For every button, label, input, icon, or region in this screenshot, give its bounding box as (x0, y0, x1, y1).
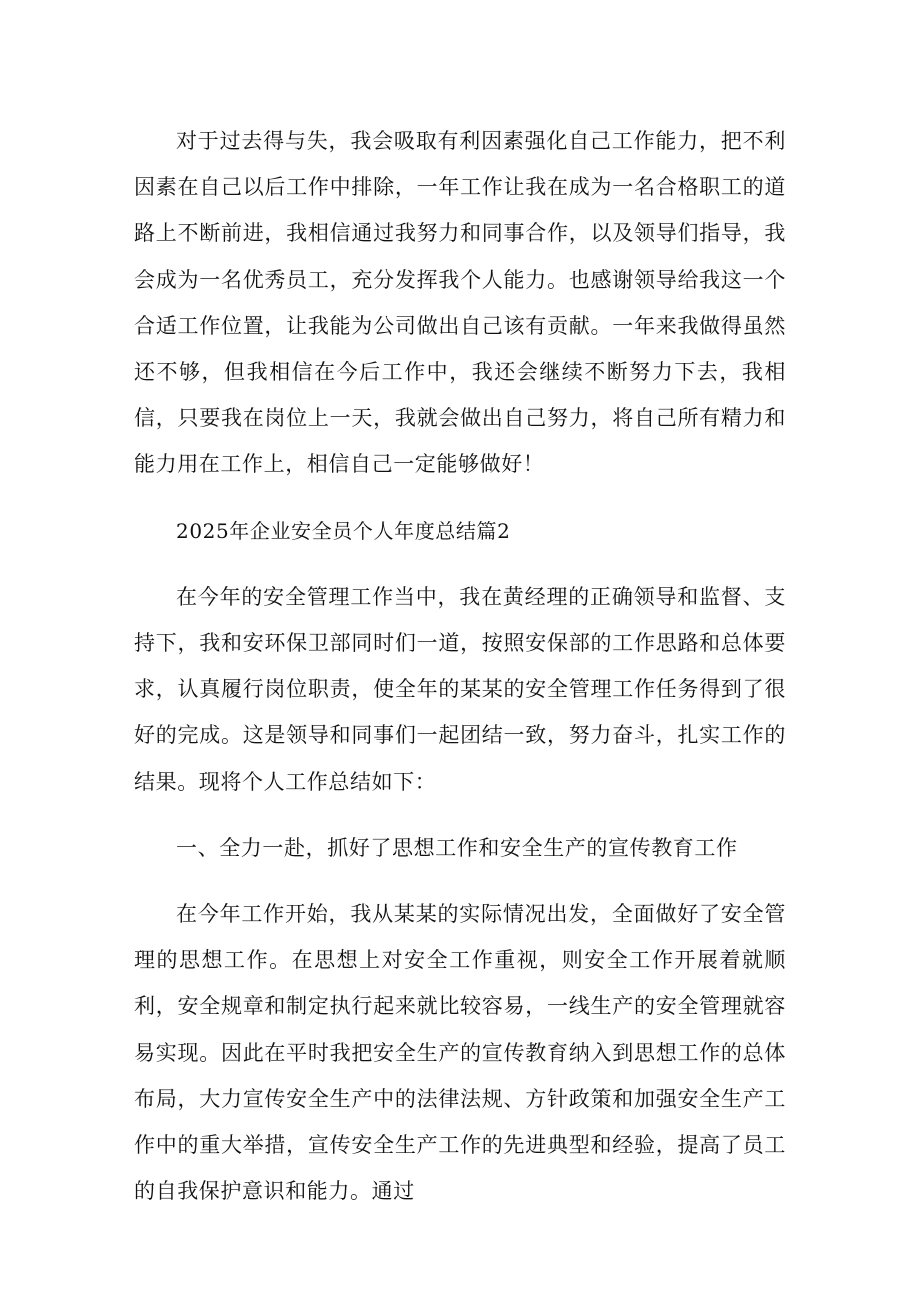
paragraph-reflection: 对于过去得与失，我会吸取有利因素强化自己工作能力，把不利因素在自己以后工作中排除，一年工作让我在成为一名合格职工的道路上不断前进，我相信通过我努力和同事合作，以及领导们指导，我会成为一名优秀员工，充分发挥我个人能力。也感谢领导给我这一个合适工作位置，让我能为公司做出自己该有贡献。一年来我做得虽然还不够，但我相信在今后工作中，我还会继续不断努力下去，我相信，只要我在岗位上一天，我就会做出自己努力，将自己所有精力和能力用在工作上，相信自己一定能够做好！ (134, 129, 786, 477)
subsection-heading: 一、全力一赴，抓好了思想工作和安全生产的宣传教育工作 (176, 835, 738, 860)
paragraph-education: 在今年工作开始，我从某某的实际情况出发，全面做好了安全管理的思想工作。在思想上对安全工作重视，则安全工作开展着就顺利，安全规章和制定执行起来就比较容易，一线生产的安全管理就容易实现。因此在平时我把安全生产的宣传教育纳入到思想工作的总体布局，大力宣传安全生产中的法律法规、方针政策和加强安全生产工作中的重大举措，宣传安全生产工作的先进典型和经验，提高了员工的自我保护意识和能力。通过 (134, 902, 786, 1204)
section-title: 2025年企业安全员个人年度总结篇2 (176, 518, 511, 543)
document-body (134, 118, 786, 1214)
paragraph-intro: 在今年的安全管理工作当中，我在黄经理的正确领导和监督、支持下，我和安环保卫部同时们一道，按照安保部的工作思路和总体要求，认真履行岗位职责，使全年的某某的安全管理工作任务得到了很好的完成。这是领导和同事们一起团结一致，努力奋斗，扎实工作的结果。现将个人工作总结如下： (134, 584, 786, 794)
